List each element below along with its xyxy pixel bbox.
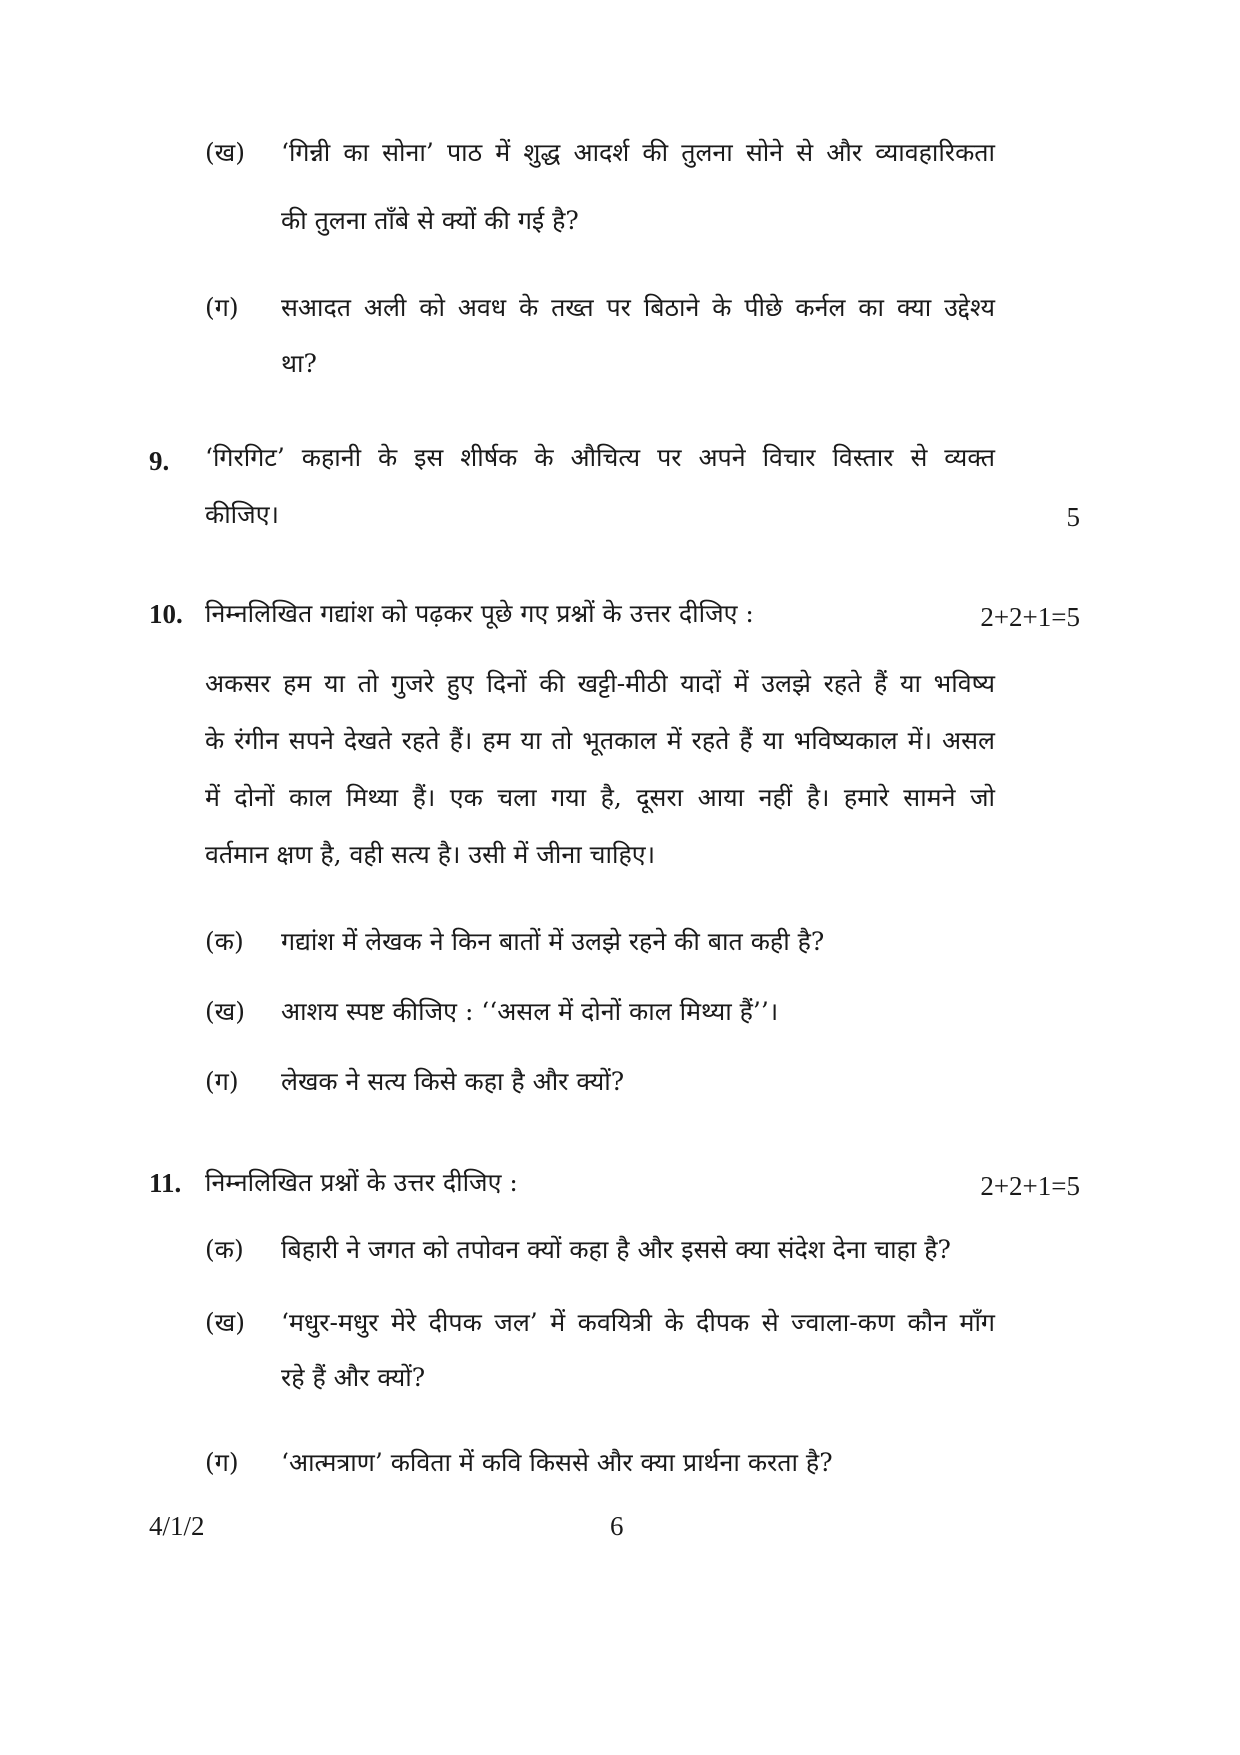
q10-kha-label: (ख) (205, 997, 245, 1026)
q11-ga-text: ‘आत्मत्राण’ कविता में कवि किससे और क्या प्रार्थना करता है? (281, 1448, 833, 1477)
q10-ka-label: (क) (205, 927, 244, 956)
q10-passage-line4: वर्तमान क्षण है, वही सत्य है। उसी में जीना चाहिए। (205, 840, 656, 869)
q8-kha-label: (ख) (205, 138, 245, 167)
q8-ga-line1: सआदत अली को अवध के तख्त पर बिठाने के पीछे कर्नल का क्या उद्देश्य (281, 293, 995, 322)
page-number: 6 (610, 1511, 624, 1541)
q9-line2: कीजिए। (205, 500, 280, 529)
q10-instruction: निम्नलिखित गद्यांश को पढ़कर पूछे गए प्रश्नों के उत्तर दीजिए : (205, 599, 754, 628)
q10-passage-line3: में दोनों काल मिथ्या हैं। एक चला गया है, दूसरा आया नहीं है। हमारे सामने जो (205, 783, 995, 812)
q11-marks: 2+2+1=5 (980, 1171, 1080, 1201)
q11-kha-label: (ख) (205, 1308, 245, 1337)
q10-ka-text: गद्यांश में लेखक ने किन बातों में उलझे रहने की बात कही है? (281, 927, 825, 956)
q10-ga-text: लेखक ने सत्य किसे कहा है और क्यों? (281, 1067, 625, 1096)
q11-number: 11. (149, 1168, 182, 1198)
q11-ka-text: बिहारी ने जगत को तपोवन क्यों कहा है और इससे क्या संदेश देना चाहा है? (281, 1235, 951, 1264)
q8-kha-line1: ‘गिन्नी का सोना’ पाठ में शुद्ध आदर्श की तुलना सोने से और व्यावहारिकता (281, 138, 995, 167)
q9-marks: 5 (1066, 502, 1080, 532)
q11-instruction: निम्नलिखित प्रश्नों के उत्तर दीजिए : (205, 1168, 518, 1197)
q9-line1: ‘गिरगिट’ कहानी के इस शीर्षक के औचित्य पर अपने विचार विस्तार से व्यक्त (205, 443, 995, 472)
q11-ka-label: (क) (205, 1235, 244, 1264)
q10-passage-line1: अकसर हम या तो गुजरे हुए दिनों की खट्टी-मीठी यादों में उलझे रहते हैं या भविष्य (205, 669, 995, 698)
q10-marks: 2+2+1=5 (980, 602, 1080, 632)
q11-kha-line2: रहे हैं और क्यों? (281, 1363, 426, 1392)
q9-number: 9. (149, 446, 170, 476)
q11-ga-label: (ग) (205, 1448, 239, 1477)
q8-kha-line2: की तुलना ताँबे से क्यों की गई है? (281, 206, 579, 235)
q8-ga-label: (ग) (205, 293, 239, 322)
q10-kha-text: आशय स्पष्ट कीजिए : ‘‘असल में दोनों काल मिथ्या हैं’’। (281, 997, 779, 1026)
q11-kha-line1: ‘मधुर-मधुर मेरे दीपक जल’ में कवयित्री के दीपक से ज्वाला-कण कौन माँग (281, 1308, 995, 1337)
q10-number: 10. (149, 599, 183, 629)
q10-ga-label: (ग) (205, 1067, 239, 1096)
q10-passage-line2: के रंगीन सपने देखते रहते हैं। हम या तो भूतकाल में रहते हैं या भविष्यकाल में। असल (205, 726, 995, 755)
q8-ga-line2: था? (281, 349, 317, 378)
paper-code: 4/1/2 (149, 1511, 205, 1541)
